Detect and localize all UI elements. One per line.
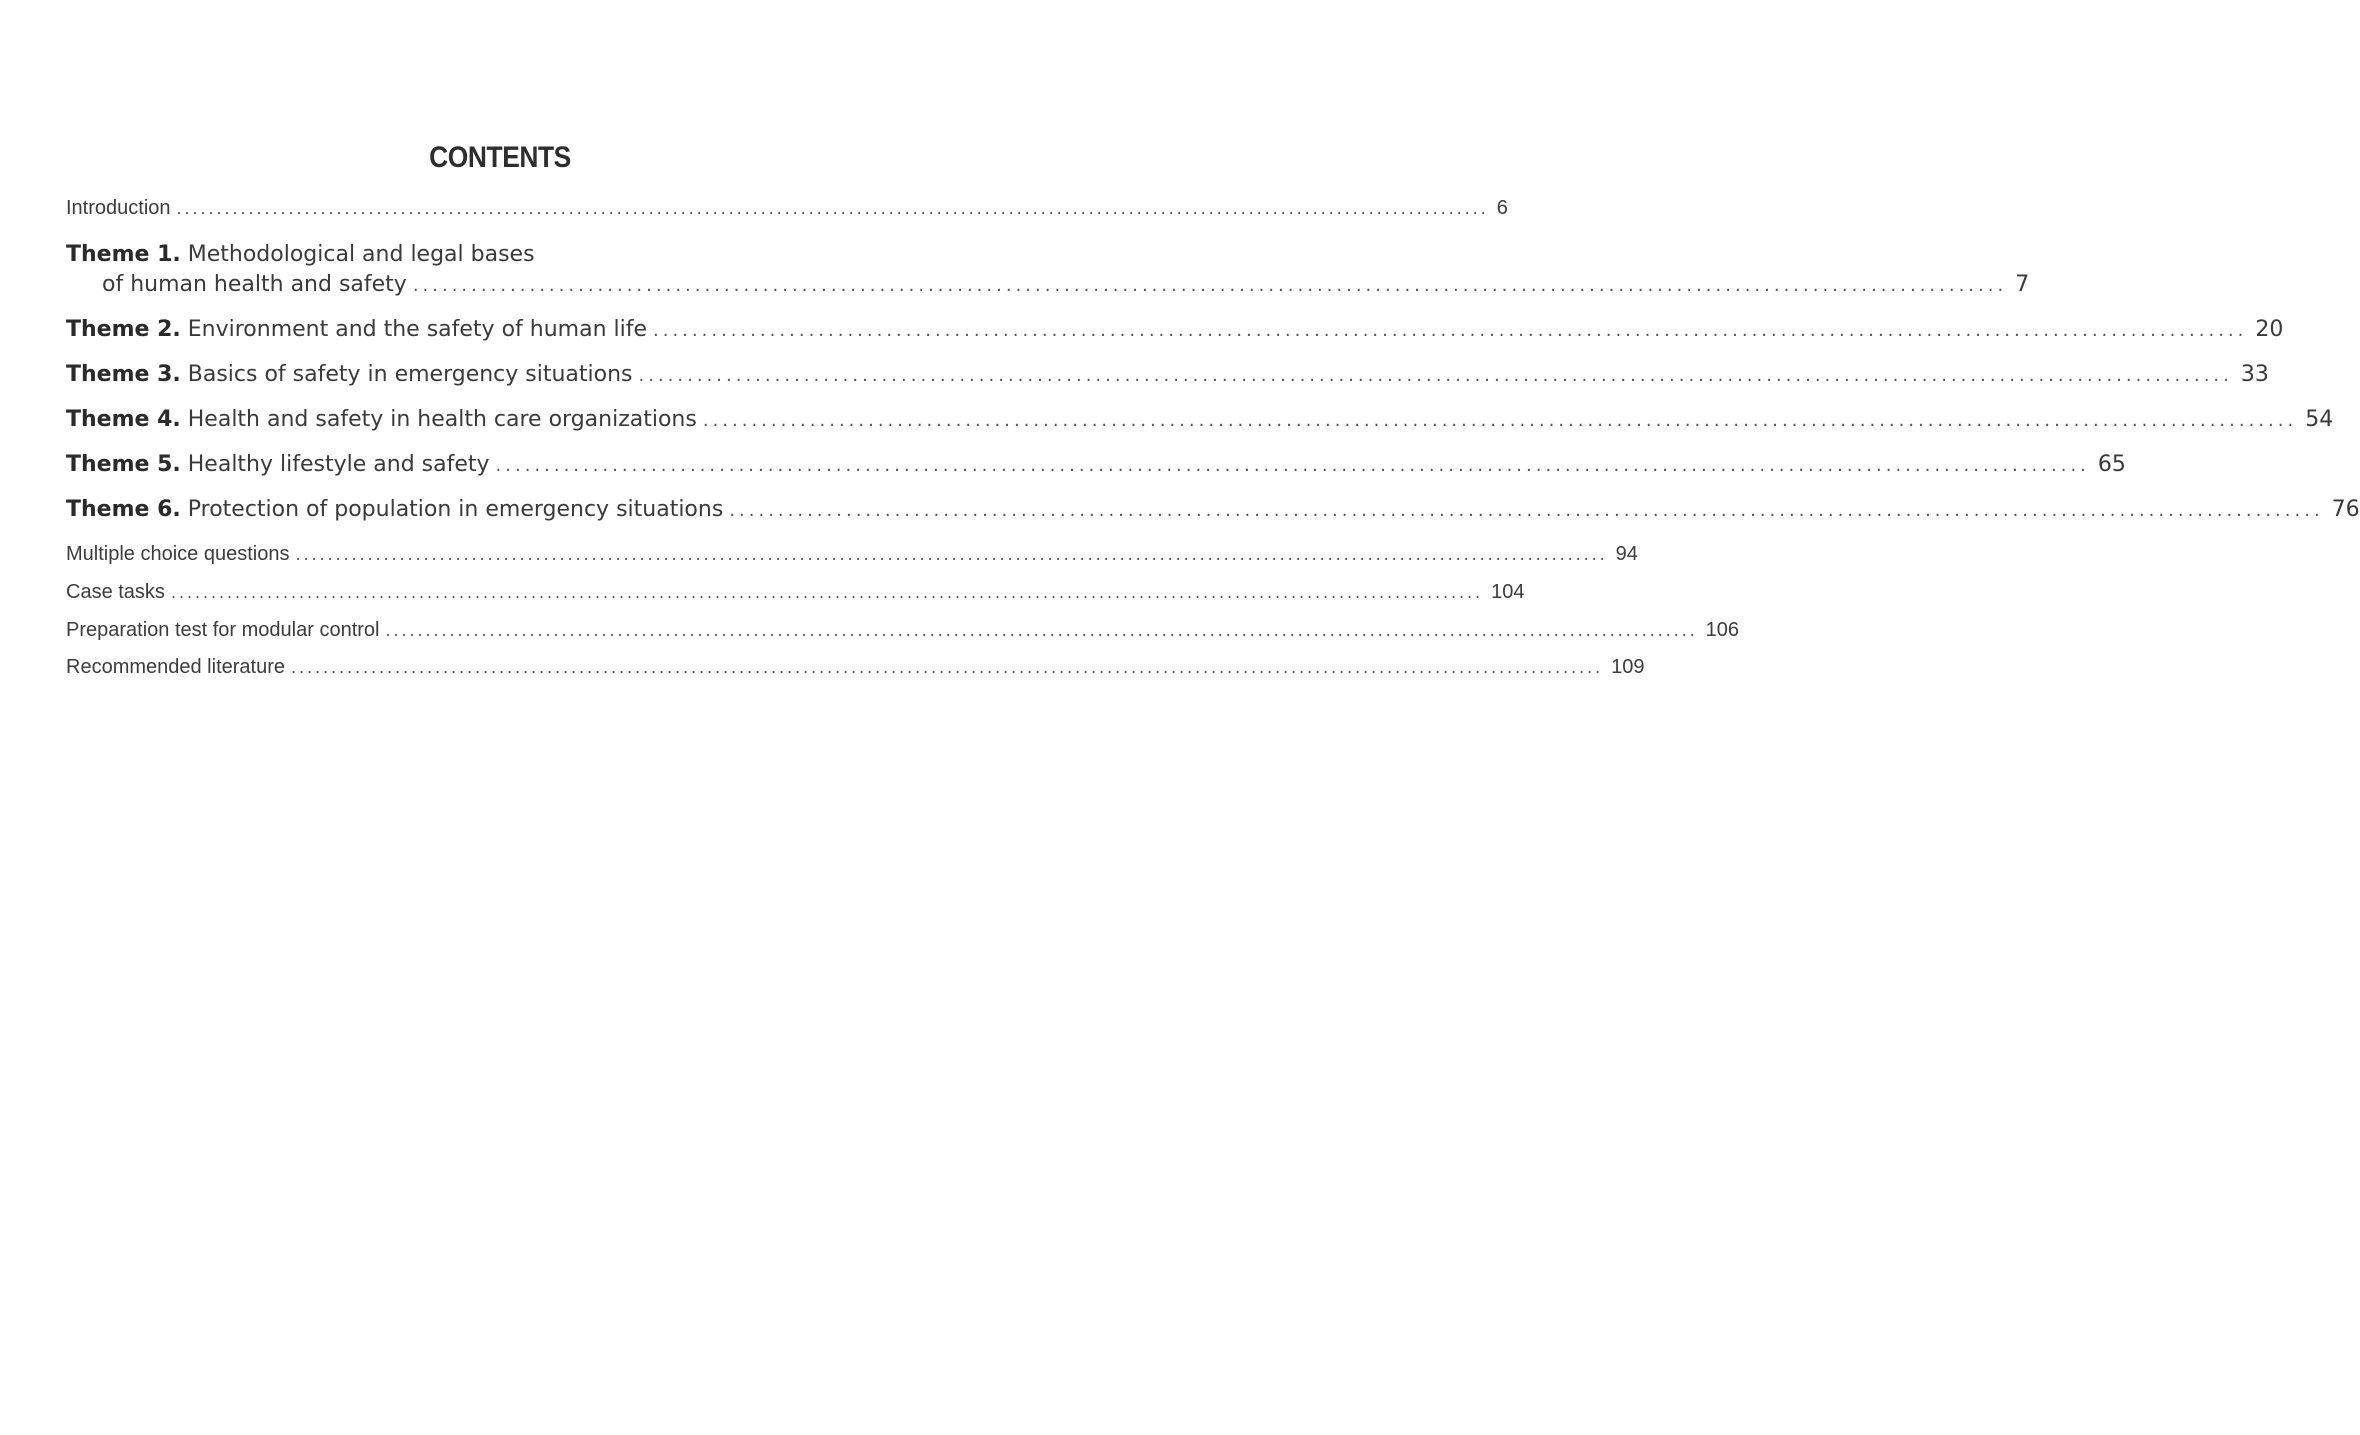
- toc-entry-title: Multiple choice questions: [66, 543, 290, 565]
- toc-entry-theme-1-line-2[interactable]: [102, 272, 2030, 297]
- toc-page-number: 106: [1705, 619, 1740, 641]
- toc-entry-theme-5[interactable]: [66, 452, 2126, 477]
- toc-entry-theme-6[interactable]: [66, 497, 2360, 522]
- toc-page-number: 33: [2240, 362, 2269, 387]
- dot-leader: ....................................................................................................................................................................: [385, 620, 1698, 640]
- dot-leader: ....................................................................................................................................................................: [176, 198, 1489, 218]
- toc-entry-theme-2[interactable]: [66, 317, 2284, 342]
- dot-leader: ....................................................................................................................................................................: [729, 500, 2324, 521]
- toc-page-number: 6: [1496, 197, 1508, 219]
- toc-page-number: 109: [1611, 656, 1645, 678]
- toc-page-number: 76: [2331, 497, 2360, 522]
- toc-entry-title: Protection of population in emergency situations: [180, 497, 724, 522]
- theme-label: Theme 3.: [66, 362, 181, 387]
- toc-entry-recommended-literature[interactable]: [66, 656, 1645, 679]
- dot-leader: ....................................................................................................................................................................: [291, 657, 1604, 677]
- theme-label: Theme 5.: [66, 452, 181, 477]
- dot-leader: ....................................................................................................................................................................: [295, 544, 1608, 564]
- dot-leader: ....................................................................................................................................................................: [653, 320, 2248, 341]
- toc-entry-introduction[interactable]: [66, 197, 1508, 220]
- toc-page-number: 54: [2305, 407, 2334, 432]
- dot-leader: ....................................................................................................................................................................: [412, 275, 2008, 296]
- toc-entry-theme-3[interactable]: [66, 362, 2269, 387]
- toc-page-number: 20: [2255, 317, 2284, 342]
- dot-leader: ....................................................................................................................................................................: [495, 455, 2090, 476]
- toc-entry-title: Introduction: [66, 197, 171, 219]
- toc-entry-case-tasks[interactable]: [66, 581, 1525, 604]
- toc-entry-title: Methodological and legal bases: [180, 242, 535, 267]
- toc-page-number: 7: [2015, 272, 2030, 297]
- toc-entry-title: Recommended literature: [66, 656, 285, 678]
- theme-label: Theme 4.: [66, 407, 181, 432]
- theme-label: Theme 1.: [66, 242, 181, 267]
- dot-leader: ....................................................................................................................................................................: [170, 582, 1484, 602]
- toc-entry-title: Case tasks: [66, 581, 165, 603]
- toc-entry-theme-1-line-1[interactable]: [66, 242, 535, 267]
- toc-entry-multiple-choice[interactable]: [66, 543, 1638, 566]
- toc-page-number: 104: [1491, 581, 1525, 603]
- toc-entry-title: Healthy lifestyle and safety: [180, 452, 490, 477]
- toc-entry-preparation-test[interactable]: [66, 619, 1740, 642]
- theme-label: Theme 6.: [66, 497, 181, 522]
- toc-page-number: 94: [1615, 543, 1638, 565]
- dot-leader: ....................................................................................................................................................................: [638, 365, 2233, 386]
- toc-entry-title: Health and safety in health care organizations: [180, 407, 697, 432]
- toc-entry-title: of human health and safety: [102, 272, 407, 297]
- toc-entry-title: Basics of safety in emergency situations: [180, 362, 633, 387]
- toc-entry-title: Environment and the safety of human life: [180, 317, 648, 342]
- toc-entry-title: Preparation test for modular control: [66, 619, 380, 641]
- dot-leader: ....................................................................................................................................................................: [702, 410, 2298, 431]
- toc-entry-theme-4[interactable]: [66, 407, 2334, 432]
- theme-label: Theme 2.: [66, 317, 181, 342]
- page-title: CONTENTS: [429, 141, 571, 174]
- toc-page-number: 65: [2097, 452, 2126, 477]
